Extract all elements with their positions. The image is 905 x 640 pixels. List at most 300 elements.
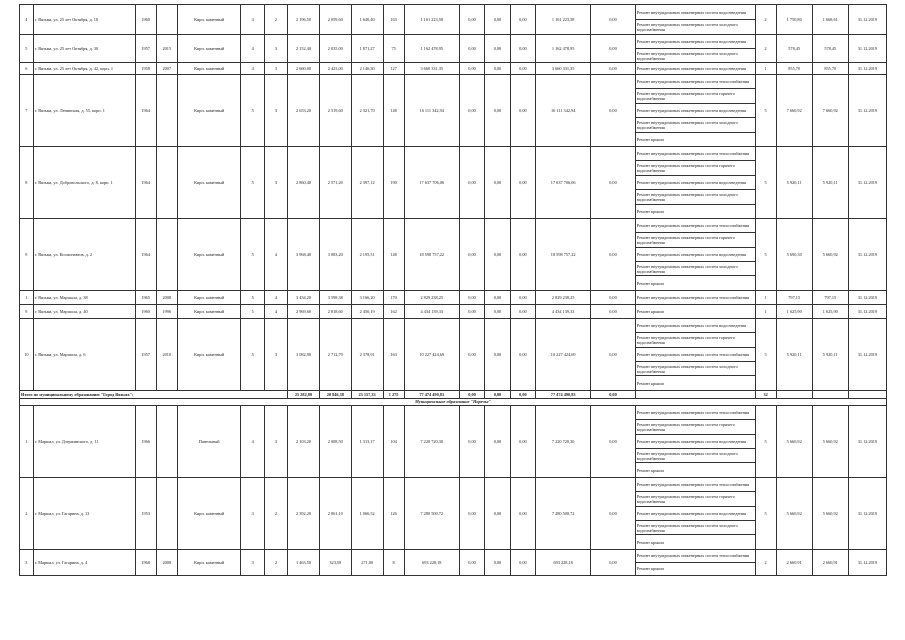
total-res: 1 275 bbox=[383, 390, 404, 398]
cell-z3: 0,00 bbox=[510, 146, 535, 218]
cell-work-type: Ремонт крыши bbox=[635, 276, 755, 290]
cell-z1: 0,00 bbox=[459, 477, 484, 549]
cell-fl: 4 bbox=[241, 5, 264, 35]
cell-work-type: Ремонт внутридомовых инженерных систем горячего водоснабжения bbox=[635, 492, 755, 506]
cell-sum2: 7 280 500,72 bbox=[536, 477, 591, 549]
cell-work-type: Ремонт внутридомовых инженерных систем горячего водоснабжения bbox=[635, 420, 755, 434]
cell-sum: 693 228,18 bbox=[404, 549, 459, 575]
cell-sum: 4 434 139,33 bbox=[404, 304, 459, 318]
cell-z3: 0,00 bbox=[510, 405, 535, 477]
total-sum2: 77 474 490,83 bbox=[536, 390, 591, 398]
cell-cnt: 5 bbox=[755, 218, 776, 290]
cell-addr: г. Маршал, ул. Гагарина, д. 4 bbox=[33, 549, 135, 575]
cell-z2: 0,00 bbox=[485, 318, 510, 390]
cell-res: 148 bbox=[383, 75, 404, 147]
cell-n: 8 bbox=[20, 146, 34, 218]
cell-z2: 0,00 bbox=[485, 63, 510, 75]
total-label: Итого по муниципальному образованию "Город Вязьма": bbox=[20, 390, 288, 398]
cell-z4: 0,00 bbox=[591, 218, 636, 290]
cell-work-type: Ремонт внутридомовых инженерных систем теплоснабжения bbox=[635, 218, 755, 232]
cell-year1: 1960 bbox=[135, 304, 156, 318]
cell-addr: г. Маршал, ул. Дзержинского, д. 11 bbox=[33, 405, 135, 477]
cell-mat: Кирп. каменный bbox=[177, 290, 241, 304]
cell-u2: 578,45 bbox=[812, 35, 848, 63]
cell-addr: г. Вязьма, ул. Маршала, д. 38 bbox=[33, 290, 135, 304]
cell-u2: 797,15 bbox=[812, 290, 848, 304]
cell-mat: Кирп. каменный bbox=[177, 146, 241, 218]
cell-year2: 2015 bbox=[156, 35, 177, 63]
cell-a1: 3 434,20 bbox=[288, 290, 320, 304]
cell-fl: 4 bbox=[241, 35, 264, 63]
cell-a3: 2 321,70 bbox=[351, 75, 383, 147]
cell-n: 1 bbox=[20, 405, 34, 477]
cell-sum2: 1 162 478,95 bbox=[536, 35, 591, 63]
cell-cnt: 5 bbox=[755, 405, 776, 477]
cell-u2: 5 920,11 bbox=[812, 318, 848, 390]
cell-z3: 0,00 bbox=[510, 549, 535, 575]
cell-addr: г. Вязьма, ул. 25 лет Октября, д. 18 bbox=[33, 5, 135, 35]
cell-year1: 1958 bbox=[135, 63, 156, 75]
cell-fl: 5 bbox=[241, 304, 264, 318]
cell-en: 3 bbox=[264, 405, 287, 477]
cell-date: 31.12.2019 bbox=[848, 5, 886, 35]
cell-addr: г. Маршал, ул. Гагарина, д. 13 bbox=[33, 477, 135, 549]
cell-year2 bbox=[156, 75, 177, 147]
cell-fl: 5 bbox=[241, 146, 264, 218]
cell-a1: 2 103,20 bbox=[288, 405, 320, 477]
cell-n: 7 bbox=[20, 75, 34, 147]
cell-addr: г. Вязьма, ул. Добровольского, д. 8, корп. 1 bbox=[33, 146, 135, 218]
cell-work-type: Ремонт внутридомовых инженерных систем холодного водоснабжения bbox=[635, 20, 755, 35]
cell-res: 8 bbox=[383, 549, 404, 575]
total-z2: 0,00 bbox=[485, 390, 510, 398]
cell-n: 9 bbox=[20, 218, 34, 290]
cell-en: 3 bbox=[264, 146, 287, 218]
cell-u1: 1 750,80 bbox=[776, 5, 812, 35]
cell-date: 31.12.2019 bbox=[848, 405, 886, 477]
cell-en: 3 bbox=[264, 75, 287, 147]
cell-work-type: Ремонт крыши bbox=[635, 304, 755, 318]
cell-a2: 3 083,20 bbox=[319, 218, 351, 290]
cell-a3: 2 397,12 bbox=[351, 146, 383, 218]
cell-date: 31.12.2019 bbox=[848, 218, 886, 290]
cell-u1: 2 660,91 bbox=[776, 549, 812, 575]
cell-z4: 0,00 bbox=[591, 5, 636, 35]
cell-year2 bbox=[156, 146, 177, 218]
cell-res: 75 bbox=[383, 35, 404, 63]
cell-z3: 0,00 bbox=[510, 35, 535, 63]
cell-z3: 0,00 bbox=[510, 63, 535, 75]
cell-fl: 3 bbox=[241, 549, 264, 575]
cell-a2: 3 598,38 bbox=[319, 290, 351, 304]
cell-work-type: Ремонт внутридомовых инженерных систем холодного водоснабжения bbox=[635, 262, 755, 276]
cell-a2: 323,50 bbox=[319, 549, 351, 575]
cell-res: 190 bbox=[383, 146, 404, 218]
cell-a1: 2 152,40 bbox=[288, 35, 320, 63]
cell-addr: г. Вязьма, ул. Маршала, д. 40 bbox=[33, 304, 135, 318]
cell-res: 126 bbox=[383, 477, 404, 549]
cell-z2: 0,00 bbox=[485, 549, 510, 575]
cell-u1: 5 660,92 bbox=[776, 477, 812, 549]
table-row bbox=[20, 218, 887, 232]
cell-cnt: 5 bbox=[755, 318, 776, 390]
total-a1: 25 282,80 bbox=[288, 390, 320, 398]
table-row bbox=[20, 290, 887, 304]
cell-u2: 5 660,92 bbox=[812, 477, 848, 549]
cell-z4: 0,00 bbox=[591, 290, 636, 304]
cell-addr: г. Вязьма, ул. Ленинская, д. 55, корп. 1 bbox=[33, 75, 135, 147]
cell-year1: 1964 bbox=[135, 146, 156, 218]
table-row bbox=[20, 304, 887, 318]
cell-a3: 2 378,91 bbox=[351, 318, 383, 390]
cell-n: 1 bbox=[20, 290, 34, 304]
cell-work-type: Ремонт внутридомовых инженерных систем холодного водоснабжения bbox=[635, 448, 755, 462]
cell-mat: Кирп. каменный bbox=[177, 75, 241, 147]
cell-a1: 1 463,50 bbox=[288, 549, 320, 575]
cell-res: 170 bbox=[383, 290, 404, 304]
cell-fl: 4 bbox=[241, 405, 264, 477]
cell-z1: 0,00 bbox=[459, 290, 484, 304]
cell-cnt: 5 bbox=[755, 477, 776, 549]
cell-work-type: Ремонт внутридомовых инженерных систем водоотведения bbox=[635, 434, 755, 448]
cell-a2: 2 008,50 bbox=[319, 405, 351, 477]
cell-a1: 2 660,00 bbox=[288, 63, 320, 75]
cell-addr: г. Вязьма, ул. Космонавтов, д. 2 bbox=[33, 218, 135, 290]
table-row bbox=[20, 35, 887, 49]
cell-u2: 855,70 bbox=[812, 63, 848, 75]
table-row bbox=[20, 5, 887, 20]
cell-cnt: 2 bbox=[755, 35, 776, 63]
cell-a2: 2 571,20 bbox=[319, 146, 351, 218]
cell-z3: 0,00 bbox=[510, 304, 535, 318]
cell-year2 bbox=[156, 218, 177, 290]
cell-mat: Кирп. каменный bbox=[177, 318, 241, 390]
cell-mat: Кирп. каменный bbox=[177, 549, 241, 575]
total-a3: 23 157,33 bbox=[351, 390, 383, 398]
total-z3: 0,00 bbox=[510, 390, 535, 398]
cell-year1: 1957 bbox=[135, 35, 156, 63]
cell-sum: 7 280 500,72 bbox=[404, 477, 459, 549]
cell-a3: 1 313,17 bbox=[351, 405, 383, 477]
cell-u1: 5 690,30 bbox=[776, 218, 812, 290]
cell-u1: 5 660,92 bbox=[776, 405, 812, 477]
total-z1: 0,00 bbox=[459, 390, 484, 398]
cell-a3: 2 450,19 bbox=[351, 304, 383, 318]
cell-year1: 1960 bbox=[135, 5, 156, 35]
cell-sum2: 18 598 757,22 bbox=[536, 218, 591, 290]
cell-a1: 3 968,40 bbox=[288, 218, 320, 290]
cell-z4: 0,00 bbox=[591, 63, 636, 75]
cell-z1: 0,00 bbox=[459, 304, 484, 318]
cell-z2: 0,00 bbox=[485, 304, 510, 318]
cell-en: 2 bbox=[264, 477, 287, 549]
cell-work-type: Ремонт внутридомовых инженерных систем теплоснабжения bbox=[635, 146, 755, 160]
cell-u1: 578,45 bbox=[776, 35, 812, 63]
cell-year1: 1964 bbox=[135, 218, 156, 290]
cell-work-type: Ремонт внутридомовых инженерных систем теплоснабжения bbox=[635, 549, 755, 562]
cell-cnt: 1 bbox=[755, 304, 776, 318]
cell-z3: 0,00 bbox=[510, 290, 535, 304]
cell-n: 6 bbox=[20, 63, 34, 75]
cell-work-type: Ремонт крыши bbox=[635, 535, 755, 549]
section-label: Муниципальное образование "Наречье" bbox=[20, 398, 887, 405]
table-row bbox=[20, 405, 887, 419]
cell-z3: 0,00 bbox=[510, 75, 535, 147]
cell-sum: 1 162 478,95 bbox=[404, 35, 459, 63]
cell-a1: 2 969,60 bbox=[288, 304, 320, 318]
cell-year2: 2007 bbox=[156, 63, 177, 75]
cell-n: 4 bbox=[20, 5, 34, 35]
cell-z1: 0,00 bbox=[459, 35, 484, 63]
table-body bbox=[20, 5, 887, 576]
cell-cnt: 5 bbox=[755, 75, 776, 147]
cell-u2: 1 625,90 bbox=[812, 304, 848, 318]
cell-n: 10 bbox=[20, 318, 34, 390]
cell-z3: 0,00 bbox=[510, 318, 535, 390]
cell-a2: 2 818,60 bbox=[319, 304, 351, 318]
cell-res: 104 bbox=[383, 405, 404, 477]
cell-z4: 0,00 bbox=[591, 146, 636, 218]
cell-addr: г. Вязьма, ул. 25 лет Октября, д. 42, корп. 1 bbox=[33, 63, 135, 75]
cell-u2: 5 660,92 bbox=[812, 218, 848, 290]
cell-u1: 797,15 bbox=[776, 290, 812, 304]
cell-en: 4 bbox=[264, 290, 287, 304]
cell-n: 2 bbox=[20, 477, 34, 549]
cell-sum2: 2 829 238,25 bbox=[536, 290, 591, 304]
cell-work-type: Ремонт внутридомовых инженерных систем горячего водоснабжения bbox=[635, 233, 755, 247]
cell-z1: 0,00 bbox=[459, 318, 484, 390]
cell-cnt: 5 bbox=[755, 146, 776, 218]
cell-work-type: Ремонт внутридомовых инженерных систем теплоснабжения bbox=[635, 405, 755, 419]
cell-work-type: Ремонт внутридомовых инженерных систем теплоснабжения bbox=[635, 290, 755, 304]
cell-z4: 0,00 bbox=[591, 318, 636, 390]
cell-work-type: Ремонт внутридомовых инженерных систем холодного водоснабжения bbox=[635, 190, 755, 204]
cell-u2: 5 920,11 bbox=[812, 146, 848, 218]
cell-year1: 1953 bbox=[135, 477, 156, 549]
cell-work-type: Ремонт внутридомовых инженерных систем водоотведения bbox=[635, 35, 755, 49]
cell-work-type: Ремонт внутридомовых инженерных систем горячего водоснабжения bbox=[635, 161, 755, 175]
cell-z1: 0,00 bbox=[459, 549, 484, 575]
cell-mat: Панельный bbox=[177, 405, 241, 477]
cell-work-type: Ремонт внутридомовых инженерных систем водоотведения bbox=[635, 175, 755, 189]
cell-a1: 2 196,50 bbox=[288, 5, 320, 35]
cell-a1: 2 653,20 bbox=[288, 75, 320, 147]
cell-addr: г. Вязьма, ул. 25 лет Октября, д. 30 bbox=[33, 35, 135, 63]
cell-u1: 1 625,90 bbox=[776, 304, 812, 318]
cell-year1: 1957 bbox=[135, 318, 156, 390]
cell-z2: 0,00 bbox=[485, 35, 510, 63]
cell-work-type: Ремонт крыши bbox=[635, 204, 755, 218]
total-a2: 20 846,38 bbox=[319, 390, 351, 398]
cell-sum: 17 637 706,06 bbox=[404, 146, 459, 218]
cell-date: 31.12.2019 bbox=[848, 290, 886, 304]
cell-work-type: Ремонт внутридомовых инженерных систем водоотведения bbox=[635, 247, 755, 261]
cell-res: 163 bbox=[383, 5, 404, 35]
total-cnt: 32 bbox=[755, 390, 776, 398]
cell-a3: 1 871,27 bbox=[351, 35, 383, 63]
cell-z1: 0,00 bbox=[459, 405, 484, 477]
cell-en: 2 bbox=[264, 549, 287, 575]
cell-sum: 18 598 757,22 bbox=[404, 218, 459, 290]
cell-a2: 2 035,00 bbox=[319, 35, 351, 63]
cell-mat: Кирп. каменный bbox=[177, 304, 241, 318]
cell-a2: 2 519,60 bbox=[319, 75, 351, 147]
cell-work-type: Ремонт внутридомовых инженерных систем горячего водоснабжения bbox=[635, 89, 755, 103]
cell-year2 bbox=[156, 477, 177, 549]
cell-date: 31.12.2019 bbox=[848, 549, 886, 575]
cell-date: 31.12.2019 bbox=[848, 146, 886, 218]
cell-sum: 7 220 720,30 bbox=[404, 405, 459, 477]
cell-work-type: Ремонт внутридомовых инженерных систем холодного водоснабжения bbox=[635, 118, 755, 132]
cell-z2: 0,00 bbox=[485, 405, 510, 477]
cell-en: 2 bbox=[264, 5, 287, 35]
cell-fl: 4 bbox=[241, 63, 264, 75]
cell-date: 31.12.2019 bbox=[848, 35, 886, 63]
cell-year2 bbox=[156, 5, 177, 35]
cell-mat: Кирп. каменный bbox=[177, 5, 241, 35]
cell-z2: 0,00 bbox=[485, 290, 510, 304]
cell-mat: Кирп. каменный bbox=[177, 35, 241, 63]
cell-en: 4 bbox=[264, 218, 287, 290]
cell-work-type: Ремонт внутридомовых инженерных систем теплоснабжения bbox=[635, 347, 755, 361]
cell-date: 31.12.2019 bbox=[848, 63, 886, 75]
table-row bbox=[20, 75, 887, 89]
total-empty bbox=[776, 390, 812, 398]
cell-en: 3 bbox=[264, 318, 287, 390]
total-row bbox=[20, 390, 887, 398]
cell-z3: 0,00 bbox=[510, 477, 535, 549]
cell-z1: 0,00 bbox=[459, 63, 484, 75]
cell-a1: 2 392,20 bbox=[288, 477, 320, 549]
cell-cnt: 1 bbox=[755, 63, 776, 75]
table-row bbox=[20, 318, 887, 332]
cell-cnt: 2 bbox=[755, 5, 776, 35]
cell-res: 162 bbox=[383, 304, 404, 318]
cell-a3: 1 640,40 bbox=[351, 5, 383, 35]
table-row bbox=[20, 146, 887, 160]
cell-a3: 271,00 bbox=[351, 549, 383, 575]
cell-fl: 5 bbox=[241, 218, 264, 290]
cell-work-type: Ремонт внутридомовых инженерных систем водоотведения bbox=[635, 5, 755, 20]
cell-a1: 3 082,90 bbox=[288, 318, 320, 390]
cell-u2: 1 668,61 bbox=[812, 5, 848, 35]
cell-fl: 5 bbox=[241, 290, 264, 304]
cell-work-type: Ремонт внутридомовых инженерных систем теплоснабжения bbox=[635, 75, 755, 89]
cell-cnt: 2 bbox=[755, 549, 776, 575]
cell-year1: 1966 bbox=[135, 405, 156, 477]
cell-work-type: Ремонт крыши bbox=[635, 132, 755, 146]
cell-u2: 5 660,92 bbox=[812, 405, 848, 477]
cell-a2: 2 061,10 bbox=[319, 477, 351, 549]
cell-en: 3 bbox=[264, 63, 287, 75]
cell-work-type: Ремонт внутридомовых инженерных систем горячего водоснабжения bbox=[635, 333, 755, 347]
table-row bbox=[20, 549, 887, 562]
cell-n: 3 bbox=[20, 549, 34, 575]
cell-work-type: Ремонт внутридомовых инженерных систем водоотведения bbox=[635, 506, 755, 520]
cell-sum2: 1 161 223,58 bbox=[536, 5, 591, 35]
cell-sum: 16 111 342,94 bbox=[404, 75, 459, 147]
cell-work-type: Ремонт крыши bbox=[635, 376, 755, 390]
cell-mat: Кирп. каменный bbox=[177, 63, 241, 75]
cell-z2: 0,00 bbox=[485, 477, 510, 549]
cell-z3: 0,00 bbox=[510, 5, 535, 35]
cell-sum2: 693 228,18 bbox=[536, 549, 591, 575]
cell-en: 4 bbox=[264, 304, 287, 318]
cell-z2: 0,00 bbox=[485, 75, 510, 147]
cell-res: 127 bbox=[383, 63, 404, 75]
cell-work-type: Ремонт внутридомовых инженерных систем водоотведения bbox=[635, 318, 755, 332]
cell-year2: 2008 bbox=[156, 549, 177, 575]
cell-n: 9 bbox=[20, 304, 34, 318]
cell-work-type: Ремонт внутридомовых инженерных систем теплоснабжения bbox=[635, 477, 755, 491]
total-empty bbox=[848, 390, 886, 398]
cell-fl: 5 bbox=[241, 75, 264, 147]
cell-z2: 0,00 bbox=[485, 146, 510, 218]
cell-a2: 2 712,70 bbox=[319, 318, 351, 390]
cell-year2 bbox=[156, 405, 177, 477]
cell-mat: Кирп. каменный bbox=[177, 477, 241, 549]
cell-sum2: 4 434 139,33 bbox=[536, 304, 591, 318]
cell-year1: 1965 bbox=[135, 290, 156, 304]
cell-z4: 0,00 bbox=[591, 75, 636, 147]
cell-z1: 0,00 bbox=[459, 75, 484, 147]
total-z4: 0,00 bbox=[591, 390, 636, 398]
cell-year2: 2008 bbox=[156, 290, 177, 304]
cell-en: 3 bbox=[264, 35, 287, 63]
cell-sum: 10 227 424,69 bbox=[404, 318, 459, 390]
cell-z4: 0,00 bbox=[591, 304, 636, 318]
cell-z4: 0,00 bbox=[591, 477, 636, 549]
cell-sum: 2 829 238,25 bbox=[404, 290, 459, 304]
cell-z1: 0,00 bbox=[459, 5, 484, 35]
cell-work-type: Ремонт внутридомовых инженерных систем водоотведения bbox=[635, 63, 755, 75]
cell-work-type: Ремонт крыши bbox=[635, 562, 755, 575]
cell-addr: г. Вязьма, ул. Маршала, д. 6 bbox=[33, 318, 135, 390]
cell-sum2: 16 111 342,94 bbox=[536, 75, 591, 147]
cell-u1: 855,70 bbox=[776, 63, 812, 75]
cell-a2: 2 423,00 bbox=[319, 63, 351, 75]
cell-date: 31.12.2019 bbox=[848, 477, 886, 549]
cell-year1: 1968 bbox=[135, 549, 156, 575]
cell-z2: 0,00 bbox=[485, 218, 510, 290]
cell-work-type: Ремонт внутридомовых инженерных систем водоотведения bbox=[635, 103, 755, 117]
cell-sum2: 7 220 720,30 bbox=[536, 405, 591, 477]
cell-u2: 7 660,92 bbox=[812, 75, 848, 147]
cell-u1: 5 920,11 bbox=[776, 318, 812, 390]
cell-fl: 5 bbox=[241, 318, 264, 390]
table-row bbox=[20, 63, 887, 75]
cell-res: 163 bbox=[383, 318, 404, 390]
cell-u1: 5 920,11 bbox=[776, 146, 812, 218]
program-table-sheet bbox=[19, 4, 887, 576]
cell-z3: 0,00 bbox=[510, 218, 535, 290]
section-row bbox=[20, 398, 887, 405]
cell-z4: 0,00 bbox=[591, 405, 636, 477]
cell-a1: 2 860,40 bbox=[288, 146, 320, 218]
cell-u2: 2 660,91 bbox=[812, 549, 848, 575]
cell-sum2: 10 227 424,69 bbox=[536, 318, 591, 390]
cell-work-type: Ремонт внутридомовых инженерных систем холодного водоснабжения bbox=[635, 362, 755, 376]
cell-date: 31.12.2019 bbox=[848, 75, 886, 147]
cell-a3: 1 066,52 bbox=[351, 477, 383, 549]
table-row bbox=[20, 477, 887, 491]
cell-work-type: Ремонт внутридомовых инженерных систем холодного водоснабжения bbox=[635, 520, 755, 534]
cell-work-type: Ремонт крыши bbox=[635, 463, 755, 477]
cell-year2: 1996 bbox=[156, 304, 177, 318]
cell-z4: 0,00 bbox=[591, 549, 636, 575]
cell-res: 148 bbox=[383, 218, 404, 290]
program-table bbox=[19, 4, 887, 576]
